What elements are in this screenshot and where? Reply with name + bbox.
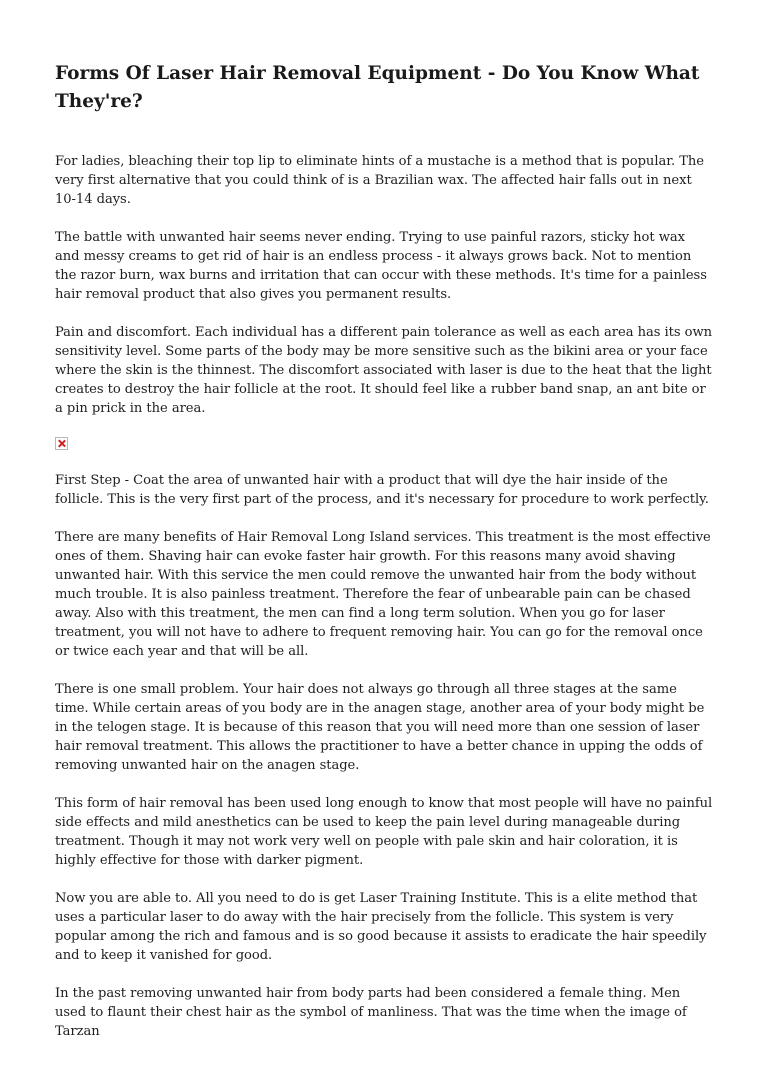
broken-image-icon [55, 437, 68, 450]
paragraph: Pain and discomfort. Each individual has a different pain tolerance as well as each area has its own sensitivity level. Some parts of the body may be more sensitive such as the bikini area or your face where the skin is the thinnest. The discomfort associated with laser is due to the heat that the light creates to destroy the hair follicle at the root. It should feel like a rubber band snap, an ant bite or a pin prick in the area. [55, 325, 713, 416]
paragraph: First Step - Coat the area of unwanted hair with a product that will dye the hair inside of the follicle. This is the very first part of the process, and it's necessary for procedure to work perfectly. [55, 473, 709, 507]
paragraph: This form of hair removal has been used long enough to know that most people will have no painful side effects and mild anesthetics can be used to keep the pain level during manageable during treatment. Though it may not work very well on people with pale skin and hair coloration, it is highly effective for those with darker pigment. [55, 796, 713, 868]
paragraph: There are many benefits of Hair Removal Long Island services. This treatment is the most effective ones of them. Shaving hair can evoke faster hair growth. For this reasons many avoid shaving unwanted hair. With this service the men could remove the unwanted hair from the body without much trouble. It is also painless treatment. Therefore the fear of unbearable pain can be chased away. Also with this treatment, the men can find a long term solution. When you go for laser treatment, you will not have to adhere to frequent removing hair. You can go for the removal once or twice each year and that will be all. [55, 530, 711, 659]
document-title: Forms Of Laser Hair Removal Equipment - Do You Know What They're? [55, 63, 700, 112]
paragraph: The battle with unwanted hair seems never ending. Trying to use painful razors, sticky hot wax and messy creams to get rid of hair is an endless process - it always grows back. Not to mention the razor burn, wax burns and irritation that can occur with these methods. It's time for a painless hair removal product that also gives you permanent results. [55, 230, 707, 302]
paragraph: In the past removing unwanted hair from body parts had been considered a female thing. Men used to flaunt their chest hair as the symbol of manliness. That was the time when the image of Tarzan [55, 986, 687, 1039]
paragraph: Now you are able to. All you need to do is get Laser Training Institute. This is a elite method that uses a particular laser to do away with the hair precisely from the follicle. This system is very popular among the rich and famous and is so good because it assists to eradicate the hair speedily and to keep it vanished for good. [55, 891, 707, 963]
paragraph: There is one small problem. Your hair does not always go through all three stages at the same time. While certain areas of you body are in the anagen stage, another area of your body might be in the telogen stage. It is because of this reason that you will need more than one session of laser hair removal treatment. This allows the practitioner to have a better chance in upping the odds of removing unwanted hair on the anagen stage. [55, 682, 705, 773]
document-page [55, 60, 713, 1060]
paragraph: For ladies, bleaching their top lip to eliminate hints of a mustache is a method that is popular. The very first alternative that you could think of is a Brazilian wax. The affected hair falls out in next 10-14 days. [55, 154, 704, 207]
